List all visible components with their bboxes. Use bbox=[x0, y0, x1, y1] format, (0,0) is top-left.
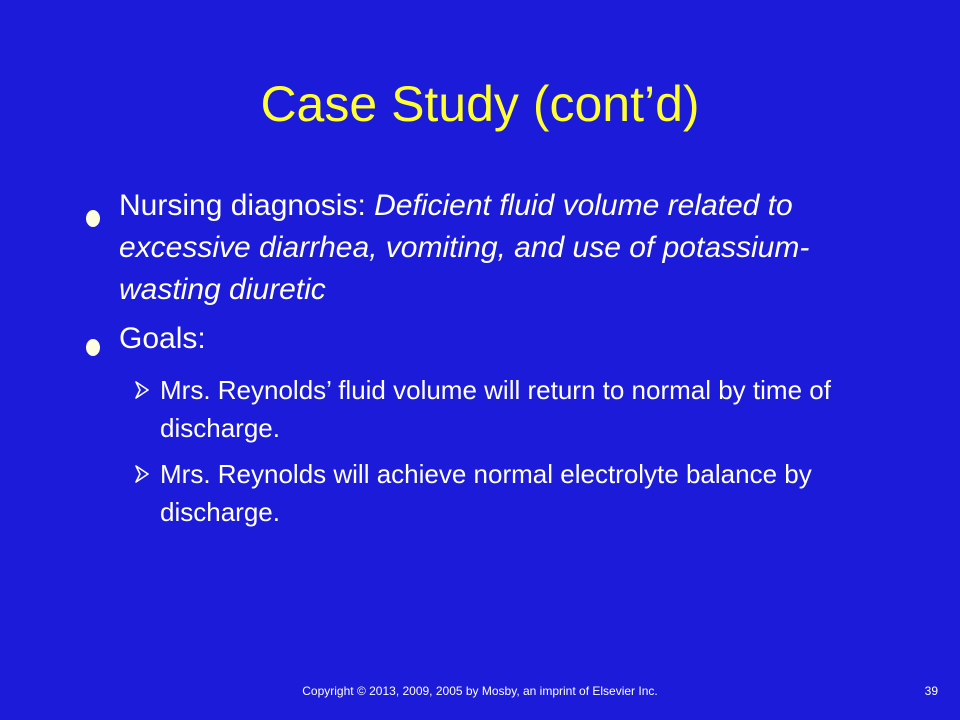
arrow-bullet-icon bbox=[134, 465, 150, 483]
page-number: 39 bbox=[924, 684, 938, 698]
bullet-goals bbox=[119, 318, 849, 360]
goal-item: Mrs. Reynolds’ fluid volume will return to normal by time of discharge. bbox=[160, 375, 831, 443]
copyright-notice: Copyright © 2013, 2009, 2005 by Mosby, an imprint of Elsevier Inc. bbox=[302, 684, 658, 698]
bullet-label: Nursing diagnosis: bbox=[119, 189, 375, 222]
goal-item: Mrs. Reynolds will achieve normal electrolyte balance by discharge. bbox=[160, 459, 812, 527]
slide-title: Case Study (cont’d) bbox=[260, 76, 700, 132]
bullet-dot-icon bbox=[86, 210, 100, 227]
bullet-detail: Deficient fluid volume related to excessive diarrhea, vomiting, and use of potassium-wasting diuretic bbox=[119, 189, 810, 306]
bullet-nursing-diagnosis bbox=[119, 185, 849, 311]
bullet-label: Goals: bbox=[119, 322, 206, 355]
bullet-dot-icon bbox=[86, 339, 100, 356]
arrow-bullet-icon bbox=[134, 381, 150, 399]
